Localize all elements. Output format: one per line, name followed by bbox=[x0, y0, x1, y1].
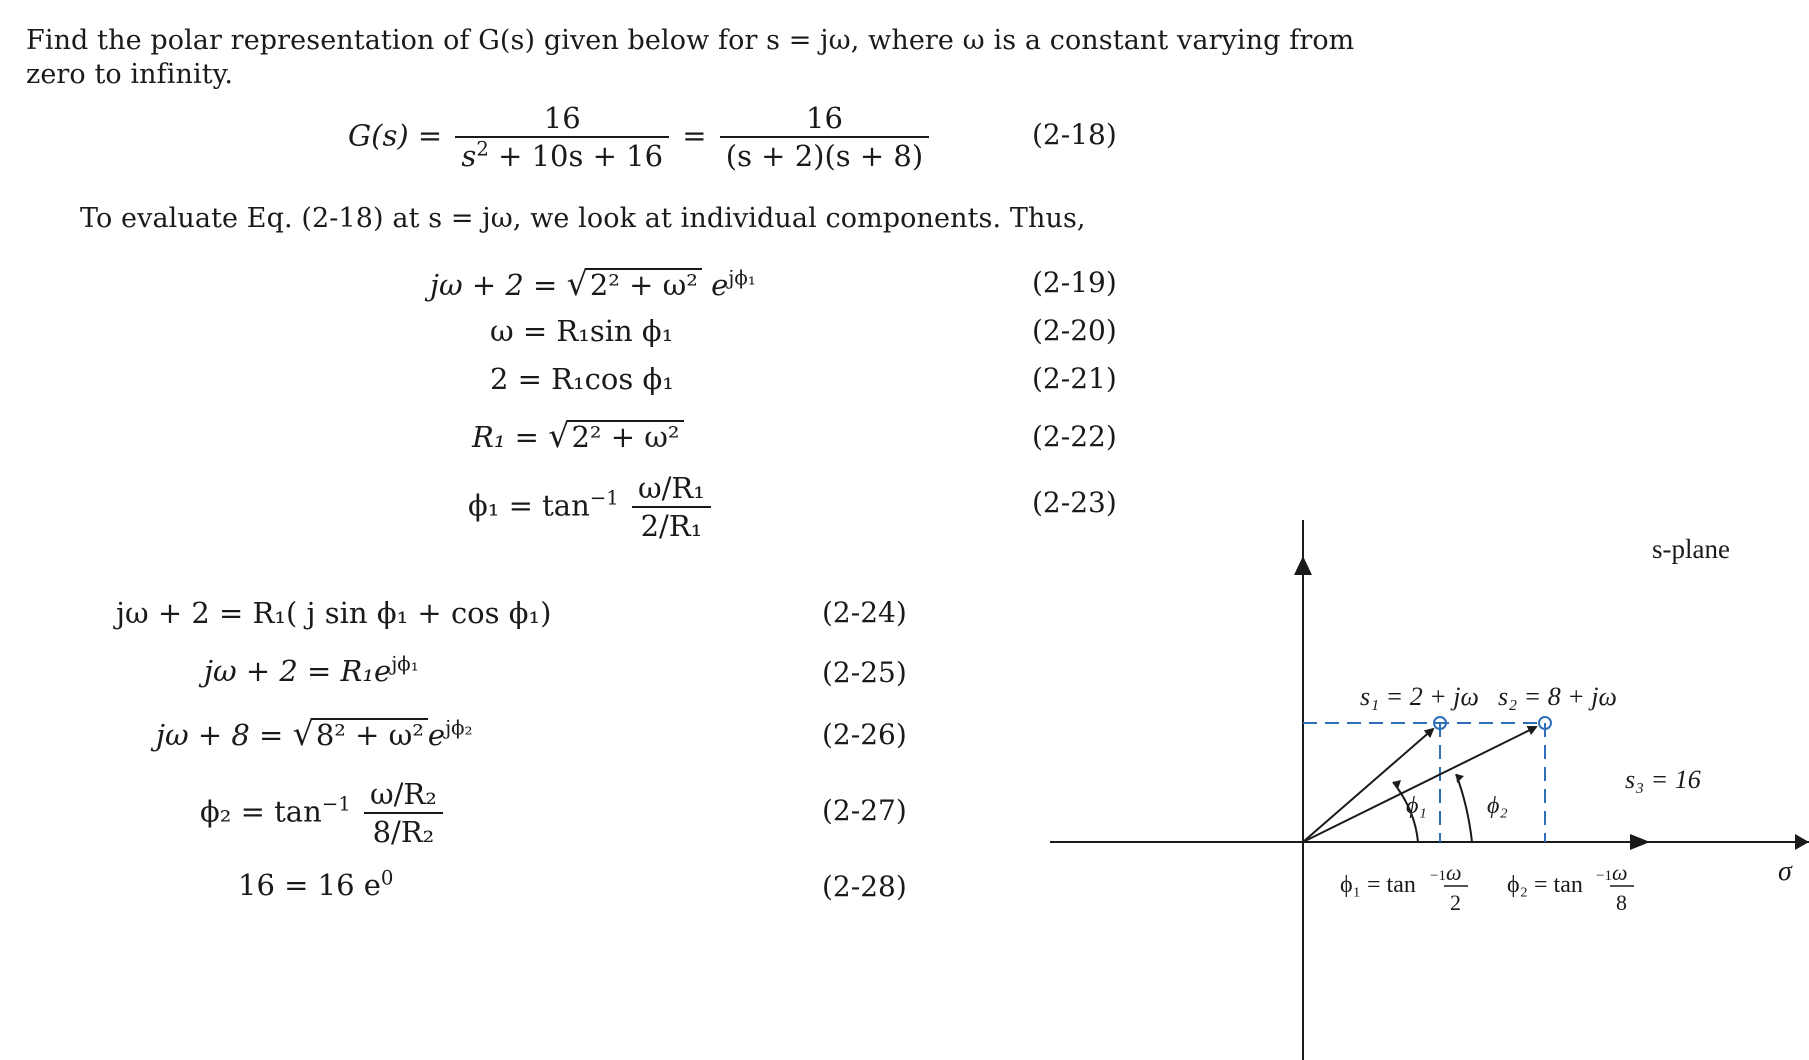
equation-2-23 bbox=[468, 470, 715, 545]
vector-s2 bbox=[1303, 727, 1536, 842]
equation-2-25 bbox=[204, 654, 419, 688]
equation-2-27 bbox=[200, 776, 447, 851]
phi1-formula-num: ω bbox=[1446, 860, 1462, 885]
fraction-1 bbox=[455, 100, 669, 175]
eq-2-23-fraction bbox=[632, 470, 711, 545]
real-axis-mid-arrowhead bbox=[1630, 834, 1650, 850]
eq-2-25-lhs: jω + 2 = R₁e bbox=[204, 654, 392, 688]
intro-line-2: zero to infinity. bbox=[26, 59, 234, 90]
imaginary-axis-arrowhead bbox=[1294, 556, 1312, 575]
evaluate-paragraph: To evaluate Eq. (2-18) at s = jω, we look at individual components. Thus, bbox=[80, 203, 1086, 234]
eq-2-26-exponent: jϕ₂ bbox=[445, 716, 473, 740]
den1-exponent: 2 bbox=[476, 137, 489, 161]
radical-sign: √ bbox=[292, 714, 314, 753]
sigma-label: σ bbox=[1778, 856, 1792, 887]
eq-2-23-denominator: 2/R₁ bbox=[640, 509, 703, 544]
eq-2-23-sup: −1 bbox=[589, 486, 619, 510]
phi2-formula-num: ω bbox=[1612, 860, 1628, 885]
eq-2-18-lhs: G(s) = bbox=[348, 118, 443, 153]
equation-2-24: jω + 2 = R₁( j sin ϕ₁ + cos ϕ₁) bbox=[116, 596, 552, 630]
eq-number-2-24: (2-24) bbox=[822, 596, 907, 629]
eq-2-27-denominator: 8/R₂ bbox=[372, 815, 435, 850]
s1-label: s₁ = 2 + jω bbox=[1360, 682, 1479, 711]
eq-2-22-radicand: 2² + ω² bbox=[567, 420, 683, 454]
phi2-formula-lhs: ϕ₂ = tan bbox=[1507, 872, 1583, 898]
s-plane-diagram bbox=[1050, 520, 1809, 1060]
real-axis-arrowhead bbox=[1795, 834, 1809, 850]
eq-number-2-18: (2-18) bbox=[1032, 118, 1117, 151]
eq-2-22-lhs: R₁ = bbox=[472, 420, 539, 454]
den1-s: s bbox=[461, 139, 477, 174]
fraction-2-numerator: 16 bbox=[720, 100, 929, 138]
eq-2-26-lhs: jω + 8 = bbox=[156, 718, 284, 752]
eq-number-2-23: (2-23) bbox=[1032, 486, 1117, 519]
phi2-arc-arrow bbox=[1456, 774, 1464, 783]
equation-2-18 bbox=[348, 100, 933, 175]
s3-label: s₃ = 16 bbox=[1625, 765, 1701, 794]
eq-number-2-20: (2-20) bbox=[1032, 314, 1117, 347]
eq-2-19-lhs: jω + 2 = bbox=[430, 268, 558, 302]
eq-2-27-numerator: ω/R₂ bbox=[364, 776, 443, 814]
equation-2-22 bbox=[472, 416, 684, 455]
vector-s1 bbox=[1303, 729, 1433, 842]
eq-number-2-22: (2-22) bbox=[1032, 420, 1117, 453]
eq-2-23-numerator: ω/R₁ bbox=[632, 470, 711, 508]
eq-2-26-exp-base: e bbox=[427, 718, 446, 752]
fraction-2-denominator: (s + 2)(s + 8) bbox=[725, 139, 924, 174]
eq-number-2-28: (2-28) bbox=[822, 870, 907, 903]
eq-2-27-sup: −1 bbox=[321, 792, 351, 816]
equation-2-19 bbox=[430, 264, 756, 303]
eq-2-19-exponent: jϕ₁ bbox=[728, 266, 756, 290]
den1-rest: + 10s + 16 bbox=[488, 139, 664, 174]
eq-2-23-lhs: ϕ₁ = tan bbox=[468, 488, 590, 523]
phi2-formula-sup: −1 bbox=[1596, 868, 1612, 884]
phi1-formula-den: 2 bbox=[1450, 890, 1461, 915]
phi1-formula-lhs: ϕ₁ = tan bbox=[1340, 872, 1416, 898]
eq-number-2-25: (2-25) bbox=[822, 656, 907, 689]
phi2-label: ϕ₂ bbox=[1487, 793, 1508, 819]
eq-2-19-exp-base: e bbox=[711, 268, 729, 302]
equation-2-20: ω = R₁sin ϕ₁ bbox=[490, 314, 674, 348]
eq-2-28-lhs: 16 = 16 e bbox=[238, 868, 381, 902]
eq-2-28-exponent: 0 bbox=[380, 866, 394, 890]
fraction-1-numerator: 16 bbox=[455, 100, 669, 138]
eq-2-27-fraction bbox=[364, 776, 443, 851]
fraction-1-denominator bbox=[455, 138, 669, 174]
equation-2-21: 2 = R₁cos ϕ₁ bbox=[490, 362, 674, 396]
s-plane-label: s-plane bbox=[1652, 534, 1730, 564]
phi1-label: ϕ₁ bbox=[1406, 793, 1427, 819]
phi2-arc bbox=[1456, 774, 1472, 842]
equation-2-26 bbox=[156, 714, 473, 753]
eq-number-2-21: (2-21) bbox=[1032, 362, 1117, 395]
eq-number-2-19: (2-19) bbox=[1032, 266, 1117, 299]
eq-2-25-exponent: jϕ₁ bbox=[391, 652, 419, 676]
equation-2-28 bbox=[238, 868, 393, 902]
eq-2-27-lhs: ϕ₂ = tan bbox=[200, 794, 322, 829]
phi1-formula-sup: −1 bbox=[1430, 868, 1446, 884]
eq-2-26-radicand: 8² + ω² bbox=[312, 718, 428, 752]
eq-2-18-equals: = bbox=[682, 118, 707, 153]
eq-2-19-radicand: 2² + ω² bbox=[586, 268, 702, 302]
radical-sign: √ bbox=[548, 416, 570, 455]
s2-label: s₂ = 8 + jω bbox=[1498, 682, 1617, 711]
phi2-formula-den: 8 bbox=[1616, 890, 1627, 915]
intro-line-1: Find the polar representation of G(s) given below for s = jω, where ω is a constant varying from bbox=[26, 25, 1355, 56]
eq-number-2-27: (2-27) bbox=[822, 794, 907, 827]
radical-sign: √ bbox=[566, 264, 588, 303]
eq-number-2-26: (2-26) bbox=[822, 718, 907, 751]
fraction-2 bbox=[720, 100, 929, 175]
